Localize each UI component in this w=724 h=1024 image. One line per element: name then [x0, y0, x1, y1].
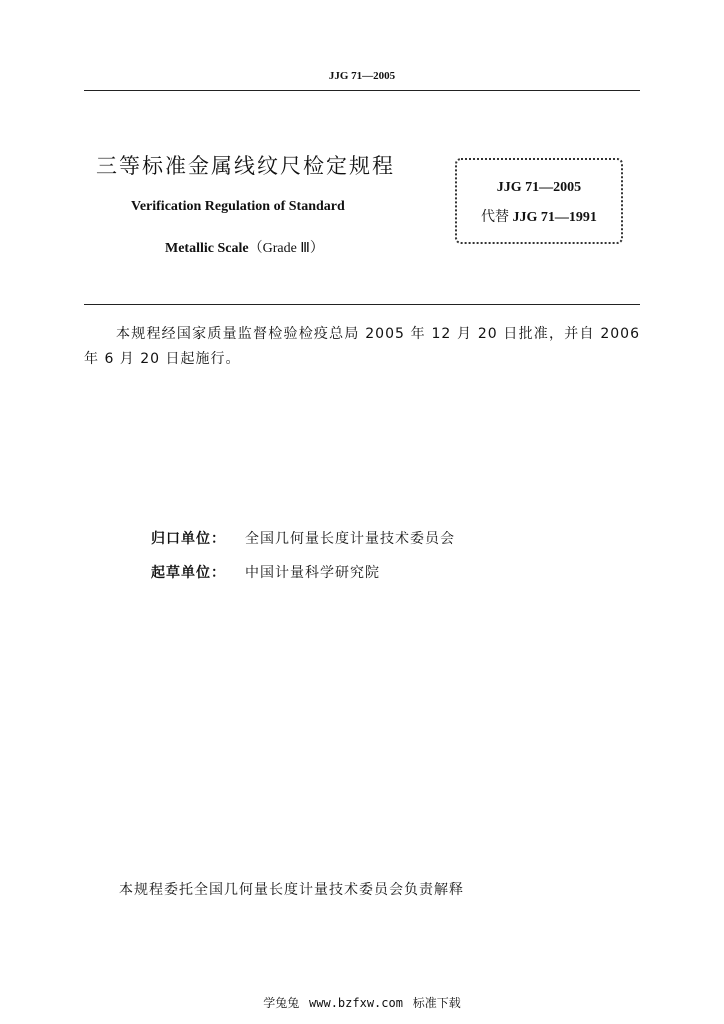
- title-english-name: Metallic Scale: [165, 241, 249, 256]
- title-chinese: 三等标准金属线纹尺检定规程: [96, 154, 395, 178]
- footer-site-name: 学兔兔: [263, 996, 300, 1010]
- header-rule: [84, 90, 640, 91]
- drafting-unit-label: 起草单位：: [151, 565, 226, 581]
- title-rule: [84, 304, 640, 305]
- drafting-unit-value: 中国计量科学研究院: [245, 565, 380, 581]
- responsible-unit-row: [151, 528, 455, 548]
- standard-code: JJG 71—2005: [496, 180, 582, 195]
- header-standard-code: JJG 71—2005: [328, 70, 396, 82]
- approval-statement: 本规程经国家质量监督检验检疫总局 2005 年 12 月 20 日批准，并自 2006 年 6 月 20 日起施行。: [84, 326, 640, 367]
- responsible-unit-label: 归口单位：: [151, 531, 226, 547]
- title-english-grade: （Grade Ⅲ）: [248, 241, 324, 256]
- footer-url[interactable]: www.bzfxw.com: [309, 996, 403, 1010]
- title-english-line2: [165, 237, 324, 257]
- replaced-code: JJG 71—1991: [512, 210, 597, 225]
- responsible-unit-value: 全国几何量长度计量技术委员会: [245, 531, 455, 547]
- standard-code-box: [455, 158, 623, 244]
- replaces-label: 代替: [481, 210, 510, 225]
- interpretation-statement: 本规程委托全国几何量长度计量技术委员会负责解释: [119, 882, 464, 898]
- title-english-line1: Verification Regulation of Standard: [131, 199, 345, 214]
- footer-tagline: 标准下载: [412, 996, 461, 1010]
- footer-watermark: [0, 994, 724, 1011]
- drafting-unit-row: [151, 562, 380, 582]
- replaced-standard: [455, 206, 623, 226]
